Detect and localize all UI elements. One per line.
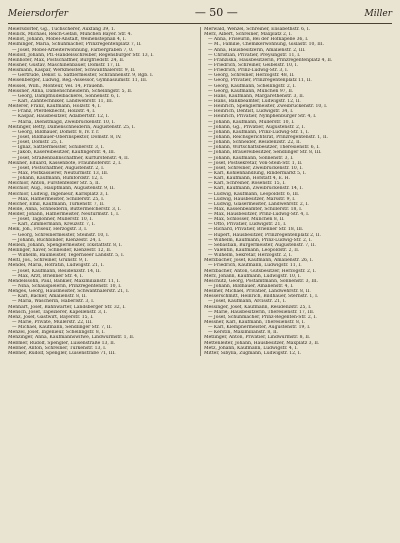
directory-entry: — Johann, Bildhauer, Amalienstr. 4, I. — [208, 284, 294, 290]
directory-entry: Meinhofer, Max, Postschaffner, Burgfriedstr. 24, II. — [8, 57, 125, 63]
directory-entry: — Johann, Buchbinder, Klenzestr. 24, I. — [12, 237, 102, 243]
directory-entry: Merz, Albert, Schreiner, Maxplatz 2, I. — [204, 32, 292, 38]
directory-entry: — Josef, Möbel-Arbeiterwohnung, Färbergraben 7, 0. — [12, 47, 134, 53]
directory-entry: Mellein, Johann, Spenglermeister, Ickstattstr. 8, I. — [8, 242, 123, 248]
directory-entry: — Josef, Kaufmann, Arcisstr. 21, I. — [208, 299, 287, 305]
directory-entry: Meiersdorfer, Gg., Tuchscherer, Auxfang 39, 1. — [8, 27, 116, 32]
directory-entry: — Anna, Hausbesitzerin, Amalienstr. 2, III. — [208, 47, 306, 53]
directory-entry: Mendel, Maria, Hofrätin, Ludwigstr. 21, I. — [8, 263, 104, 269]
directory-entry: Meßner, Rudolf, Spengler, Luisenstraße 71, III. — [8, 350, 116, 356]
directory-entry: — Wilhelm, Kaufmann, Prinz-Ludwig-Str. 2, I. — [208, 237, 312, 243]
directory-entry: Mensch, Josef, Tapezierer, Kapellenstr. 3, I. — [8, 309, 107, 315]
directory-entry: — Maria, Wäscherin, Häberlstr. 3, I. — [12, 299, 95, 305]
directory-entry: — Josef, Postschaffner, Augustenstr. 2, I. — [12, 165, 105, 171]
directory-entry: Menges, Georg, Hausmeister, Schwanthalerstr. 21, I. — [8, 289, 130, 295]
page-header — [8, 6, 392, 20]
directory-entry: — Karl, Kaufmann, Zweibrückenstr. 14, I. — [208, 186, 303, 192]
directory-entry: — Johann, Schneider, Residenzstr. 22, II. — [208, 140, 302, 146]
directory-entry: — Wilhelm, Baumeister, Tegernseer Landstr. 5, I. — [12, 253, 125, 259]
directory-entry: — Max, Hausbesitzer, Prinz-Ludwig-Str. 4, I. — [208, 212, 310, 218]
directory-entry: Menhart, Josef, Bahnwärter, Landsberger Str. 32, I. — [8, 304, 126, 310]
directory-entry: — Friedrich, Schreiner, Geibelstr. 10, I. — [208, 62, 298, 68]
directory-entry: — Wilhelm, Sekretär, Herzogstr. 2, I. — [208, 253, 293, 259]
directory-entry: — Marie, Hausbesitzerin, Theresienstr. 17, III. — [208, 309, 315, 315]
directory-entry: — Karl, Schreiner, Rosenstr. 15, I. — [208, 181, 286, 187]
directory-entry: — Ludwig, Hausbesitzer, Marsstr. 9, I. — [208, 196, 296, 202]
directory-entry: Melchior, Anton, Fürstenfelder Str. 5, II. — [8, 181, 101, 187]
header-right-keyword: Miller — [364, 9, 392, 19]
directory-entry: Melk, Joh., Friseur, Herzogstr. 3, I. — [8, 227, 88, 233]
directory-entry: Messner, Karl, Kaufmann, Theresienstr. 8, I. — [204, 320, 305, 326]
directory-entry: — Nina, Schauspielerin, Prinzregentenstr. 10, I. — [12, 284, 122, 290]
directory-entry: — Georg, Schreiner, Herzogstr. 48, II. — [208, 73, 295, 79]
directory-entry: Meilhinger, Maria, Schuhmacher, Prinzregentenplatz 7, II. — [8, 42, 142, 48]
directory-entry: — Johann, Kaufmann, Rumfordstr. 12, I. — [12, 176, 104, 182]
directory-entry: — Karl, Kaufmann, Hofstatt 4, E. H. — [208, 176, 291, 182]
directory-entry: — Friedrich, Kaufmann, Ludwigstr. 11, I. — [208, 263, 302, 269]
directory-entry: Mellinger, Xaver, Schneider, Klenzestr. 12, II. — [8, 248, 112, 254]
directory-entry: Messinger, Josef, Kaufmann, Residenzstr. 25, I. — [204, 304, 312, 310]
directory-entry: Mendelssohn, Paul, Bankier, Maximilianstr. 11, I. — [8, 278, 120, 284]
directory-entry: — Max, Arzt, Brienner Str. 4, I. — [12, 273, 84, 279]
directory-entry: — Ludwig, Kaufmann, Leopoldstr. 6, III. — [208, 191, 300, 197]
directory-entry: Meismann, Kaspar, Werkmeister, Schwanthalerstr. 9, II. — [8, 68, 136, 74]
directory-entry: — Sebastian, Bürgermeister, Augustenstr. 7, II. — [208, 242, 316, 248]
directory-entry: — Johann, Kaufmann, Prinz-Ludwig-Str. 1, I. — [208, 129, 310, 135]
header-left-keyword: Meiersdorfer — [8, 9, 69, 19]
directory-entry: — Friedrich, Prinz-Ludwig-Str. 3, I. — [208, 68, 289, 74]
directory-entry: — Rupert, Hausbesitzer, Prinzregentenplatz 2, II. — [208, 232, 321, 238]
directory-entry: Meschutz, Georg, Postamtmann, Sonnenstr. 3, III. — [204, 278, 319, 284]
directory-entry: Meiterer, Franz, Kaufmann, Holzstr. 4, I. — [8, 104, 101, 110]
directory-entry: — Hans, Kaufmann, Margarethenstr. 3, II. — [208, 93, 305, 99]
directory-entry: — Hans, Bankbeamter, Ludwigstr. 12, II. — [208, 98, 301, 104]
directory-entry: Meßner, Anton, Schreiner, Türkenstr. 13, I. — [8, 345, 107, 351]
directory-entry: — Georg, Dampfnudelbäckerei, Sonnenstr. 6, I. — [12, 93, 120, 99]
directory-entry: — Ludwig, Glasermeister, Landwehrstr. 2, I. — [208, 201, 309, 207]
directory-entry: — Georg, Privatier, Prinzregentenplatz 11, II. — [208, 78, 312, 84]
directory-entry: — Heinrich, Privatier, Nymphenburger Str. 4, I. — [208, 114, 317, 120]
directory-entry: Meßmer, Rudolf, Spengler, Luisenstraße 13, II. — [8, 340, 116, 346]
directory-entry: Merzbacher, Anton, Gutsbesitzer, Herzogstr. 2, I. — [204, 268, 316, 274]
directory-entry: — Maria, Dienstmagd, Zweibrückenstr. 10, I. — [12, 119, 115, 125]
directory-entry: Mettenleiter, Johann, Hausbesitzer, Maxplatz 3, II. — [204, 340, 320, 346]
directory-entry: — Franz, Pferdeknecht, Holzstr. 4, I. — [12, 109, 96, 115]
directory-entry: — Ignaz, Sattlermeister, Schillerstr. 3, I. — [12, 145, 104, 151]
directory-entry: — Karl, Zahntechniker, Landwehrstr. 11, III. — [12, 98, 114, 104]
directory-entry: — Georg, Kaufmann, Schellingstr. 2, I. — [208, 83, 296, 89]
directory-entry: Merzbacher, Josef, Kaufmann, Amalienstr. 26, I. — [204, 258, 314, 264]
directory-entry: — Georg, Bildhauer, Domstr. 8, IV. r. r. — [12, 129, 100, 135]
page-number: — 50 — — [194, 6, 238, 19]
directory-entry: — Josef, Schreiner, Zweibrückenstr. 10, I. — [208, 165, 303, 171]
header-rule — [8, 23, 392, 24]
directory-entry: — M., Familie, Chemikerwohnung, Gislastr. 10, III. — [208, 42, 325, 48]
directory-entry: — Richard, Privatier, Brienner Str. 18, III. — [208, 227, 304, 233]
directory-entry: Melder, Johann, Hafnermeister, Neuturmstr. 1, I. — [8, 212, 120, 218]
directory-entry: Meisenberger, Ludwig, Reg.-Assessor, Gymnasiumstr. 11, III. — [8, 78, 148, 84]
directory-entry: — Max, Schlosser, München 8, II. — [208, 217, 285, 223]
directory-entry: — Karl, Bäcker, Amalienstr. 8, II. — [12, 294, 87, 300]
directory-entry: Melcher, Emil, Kaufmann, Türkenstr. 7, II. — [8, 201, 105, 207]
directory-entry: Menz, Josef, Gastwirt, Bayerstr. 15, I. — [8, 314, 94, 320]
directory-entry: — Gertrude, Dekor. u. Sattlermeister, Schrannenstr. 9, Rgb. I. — [12, 73, 154, 79]
directory-entry: — Anna, Friseurin, Bei der Hofkapelle 36, I. — [208, 37, 309, 43]
directory-entry: — Karl, Zimmermann, Kreuzstr. 7, I. — [12, 222, 95, 228]
directory-entry: — Josef, Schuhmacher, Prinz-Regenten-Str. 2, I. — [208, 314, 317, 320]
directory-entry: — Georg, Schreinermeister, Steinstr. 10, I. — [12, 232, 110, 238]
directory-entry: — Johann, Gg., Privatier, Augustenstr. 2, I. — [208, 124, 305, 130]
directory-entry: Meissel, Wilh., Monteur, Vel. 14, Frauenh. — [8, 83, 105, 89]
directory-entry: Meltl, Jos., Schreiner, Grünstr. 9, I. — [8, 258, 88, 264]
directory-entry: — Christian, Privatier, Preysingstr. 11, I. — [208, 52, 301, 58]
directory-entry: — Karl, Kohlenhandlung, Rindermarkt 5, I. — [208, 170, 307, 176]
directory-entry: — Josef, Postsekretär, Von-Stein-Str. 1, II. — [208, 160, 303, 166]
directory-entry: Menzel, Josef, Ingenieur, Schellingstr. 8, I. — [8, 330, 105, 336]
directory-entry: — Kerstin, Maximilianstr. 8, II. — [208, 330, 279, 336]
directory-entry: — Josef, Kaufmann, Residenzstr. 14, II. — [12, 268, 101, 274]
directory-entry: Meissner, Anna, Damenschneiderin, Schellingstr. 5, II. — [8, 88, 133, 94]
directory-entry: — Johann, Reichsgerichtsrat, Prinzregentenstr. 1, II. — [208, 134, 328, 140]
directory-entry: Metz, Johann, Kaufmann, Ludwigstr. 4, I. — [204, 345, 298, 351]
directory-entry: Merwald, Wenzel, Schreiner, Elisabethstr. 6, I. — [204, 27, 311, 32]
directory-entry: — Franziska, Hausbesitzerin, Prinzregentenplatz 4, II. — [208, 57, 333, 63]
directory-entry: — Max, Postkassierer, Neuturmstr. 13, III. — [12, 170, 109, 176]
directory-entry: Menzinger, Anna, Kaufmannswitwe, Lindwurmstr. 1, II. — [8, 335, 135, 341]
directory-entry: Meitinger, Betty, Damenschneiderin, Augustenstr. 25, I. — [8, 124, 136, 130]
directory-entry: Messerschmitt, Heinrich, Bildhauer, Sternstr. 1, I. — [204, 294, 319, 300]
directory-entry: — Josef, Bildhauer-Oberinspektor, Domstr. 8, IV. — [12, 134, 122, 140]
directory-entry: — Max, Hafnermeister, Schillerstr. 25, I. — [12, 196, 105, 202]
directory-entry: — Josef, Straßenbahnschaffner, Kurfürstenstr. 4, II. — [12, 155, 130, 161]
directory-entry: — Max, Kassenbeamter, Schillerstr. 18, I. — [208, 206, 303, 212]
directory-entry: Meixner, Eduard, Kassenbote, Fraunhoferstr. 2, I. — [8, 160, 122, 166]
directory-entry: — Heinrich, Dentist, Ludwigstr. 34, I. — [208, 109, 294, 115]
directory-entry: — Johann, Wirtschaftsbesitzer, Theresienstr. 6, I. — [208, 145, 320, 151]
directory-entry: Melchior, Ludwig, Ingenieur, Karlsplatz 3, I. — [8, 191, 109, 197]
directory-entry: — Heinrich, Spenglermeister, Zweibrückenstr. 10, I. — [208, 104, 328, 110]
directory-entry: — Kaspar, Hausbesitzer, Adalbertstr. 12, I. — [12, 114, 110, 120]
right-column — [204, 27, 392, 356]
directory-entry: Meidolf, Johann, Pfl.-Handelsschreiber, Regensburger Str. 13, I. — [8, 52, 154, 58]
directory-entry: — Johann, Kaufmann, Sonnenstr. 3, I. — [208, 155, 294, 161]
directory-entry: — Johann, Brauereibesitzer, Sendlinger Str. 8, III. — [208, 150, 322, 156]
directory-entry: Merz, Johann, Kaufmann, Ludwigstr. 10, I. — [204, 273, 301, 279]
directory-entry: Metlinger, Anton, Privatier, Lindwurmstr. 8, II. — [204, 335, 311, 341]
columns — [8, 27, 392, 356]
directory-entry: — Karl, Klempnermeister, Augustenstr. 19, I. — [208, 325, 311, 331]
directory-entry: Melchior, Aug., Hauptmann, Augustenstr. 9, II. — [8, 186, 115, 192]
directory-entry: — Michael, Kaufmann, Sendlinger Str. 7, II. — [12, 325, 112, 331]
directory-entry: — Josef, Domstr. 25, I. — [12, 140, 63, 146]
directory-entry: Mitter, Sibylla, Zugmann, Ludwigstr. 12, I. — [204, 350, 302, 356]
left-column — [8, 27, 196, 356]
directory-entry: — Johann, Kaufmann, Müllerstr. 10, I. — [208, 119, 295, 125]
directory-entry: Melde, Anna, Schneiderin, Buttermelcherstr. 3, I. — [8, 206, 121, 212]
directory-entry: — Josef, Taglöhner, Müllerstr. 10, I. — [12, 217, 93, 223]
directory-entry: Meilick, Michael, Reich-Gefäß, München Bayer. Str. 4. — [8, 32, 132, 38]
directory-entry: Meisner, Gustav, Maschinenbauer, Domstr. 17, II. — [8, 62, 121, 68]
directory-entry: — Otto, Privatier, Ludwigstr. 21, I. — [208, 222, 287, 228]
directory-entry: Mesmer, Michael, Privatier, Landwehrstr. 8, II. — [204, 289, 311, 295]
directory-entry: — Georg, Kaufmann, München 97, II. — [208, 88, 294, 94]
directory-entry: — Jakob, Käsereibesitzer, Kaufingerstr. 4, III. — [12, 150, 116, 156]
directory-entry: — Marie, Private, Müllerstr. 22, III. — [12, 320, 93, 326]
directory-entry: — Valentin, Kaufmann, Leopoldstr. 2, II. — [208, 248, 300, 254]
directory-entry: Meillot, Johann, Möbel-Anstalt, Weihenstephan 4, I. — [8, 37, 126, 43]
